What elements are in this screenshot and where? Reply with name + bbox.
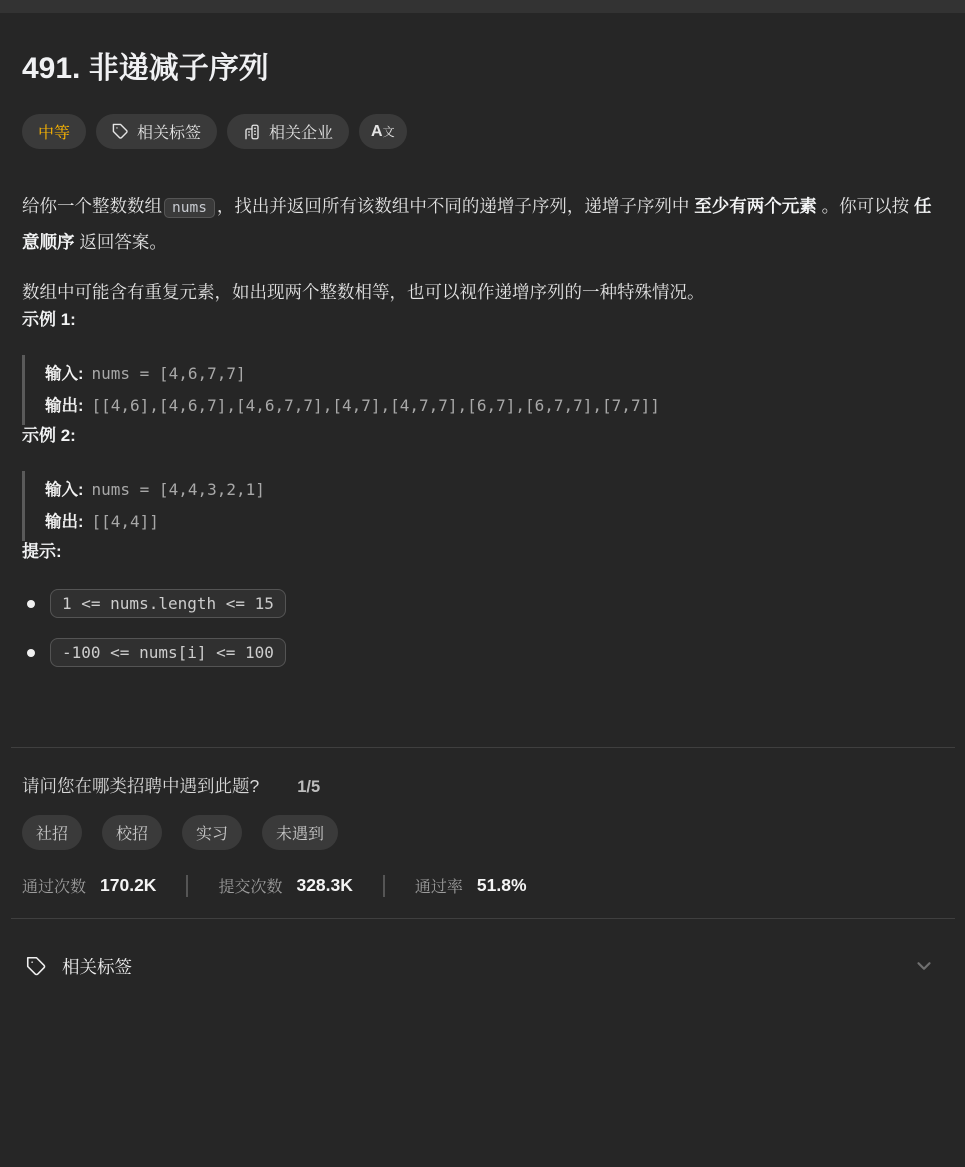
description-paragraph-2: 数组中可能含有重复元素，如出现两个整数相等，也可以视作递增序列的一种特殊情况。 [22,282,705,302]
example-1-input-line [45,358,939,390]
translate-icon: A文 [371,122,395,140]
stat-submissions-value: 328.3K [296,875,353,895]
survey-option-shixi[interactable]: 实习 [182,815,242,850]
hint-item [22,589,939,618]
stat-acceptance-rate-value: 51.8% [476,875,527,895]
example-2-block [22,471,939,541]
example-1-output-line [45,390,939,422]
survey-option-shezhao[interactable]: 社招 [22,815,82,850]
input-label: 输入: [45,365,84,383]
hint-code: -100 <= nums[i] <= 100 [50,638,286,667]
company-icon [243,123,261,141]
related-companies-label: 相关企业 [269,125,334,142]
hint-code: 1 <= nums.length <= 15 [50,589,286,618]
example-1-heading: 示例 1: [22,310,76,329]
output-label: 输出: [45,397,84,415]
stat-divider [186,875,188,897]
survey-question: 请问您在哪类招聘中遇到此题? [22,776,260,796]
output-value: [[4,6],[4,6,7],[4,6,7,7],[4,7],[4,7,7],[6,7],[6,7,7],[7,7]] [91,396,660,415]
survey-question-row [22,773,939,798]
stat-submissions-label: 提交次数 [218,879,283,896]
input-value: nums = [4,6,7,7] [91,364,246,383]
description-paragraph-1: 给你一个整数数组 nums ，找出并返回所有该数组中不同的递增子序列，递增子序列中 至少有两个元素 。你可以按 任意顺序 返回答案。 [22,196,932,252]
related-tags-accordion[interactable] [22,938,939,994]
page-title: 491. 非递减子序列 [22,52,269,85]
input-label: 输入: [45,481,84,499]
stat-accepted-label: 通过次数 [22,879,87,896]
tags-row [22,114,939,149]
tag-icon [26,956,47,977]
hints-heading: 提示: [22,542,62,561]
bullet-dot [27,600,35,608]
stat-divider [383,875,385,897]
hints-list [22,589,939,667]
example-2-input-line [45,474,939,506]
problem-description-panel [0,50,965,994]
inline-code-nums: nums [164,198,215,218]
output-value: [[4,4]] [91,512,159,531]
survey-progress: 1/5 [297,778,321,796]
related-tags-section-label: 相关标签 [62,956,132,977]
section-divider [11,747,955,748]
example-1-block [22,355,939,425]
related-companies-button[interactable] [227,114,349,149]
related-tags-button[interactable] [96,114,217,149]
survey-option-weiyudao[interactable]: 未遇到 [262,815,338,850]
translate-button[interactable] [359,114,407,149]
survey-option-xiaozhao[interactable]: 校招 [102,815,162,850]
stat-accepted-value: 170.2K [100,875,157,895]
bullet-dot [27,649,35,657]
tag-icon [112,123,129,140]
related-tags-label: 相关标签 [137,125,202,142]
stats-row [22,874,939,897]
top-toolbar [0,0,965,13]
output-label: 输出: [45,513,84,531]
example-2-output-line [45,506,939,538]
section-divider [11,918,955,919]
input-value: nums = [4,4,3,2,1] [91,480,265,499]
hint-item [22,638,939,667]
example-2-heading: 示例 2: [22,426,76,445]
survey-options [22,815,939,850]
difficulty-badge[interactable]: 中等 [22,114,86,149]
chevron-down-icon[interactable] [913,955,935,977]
stat-acceptance-rate-label: 通过率 [414,879,463,896]
